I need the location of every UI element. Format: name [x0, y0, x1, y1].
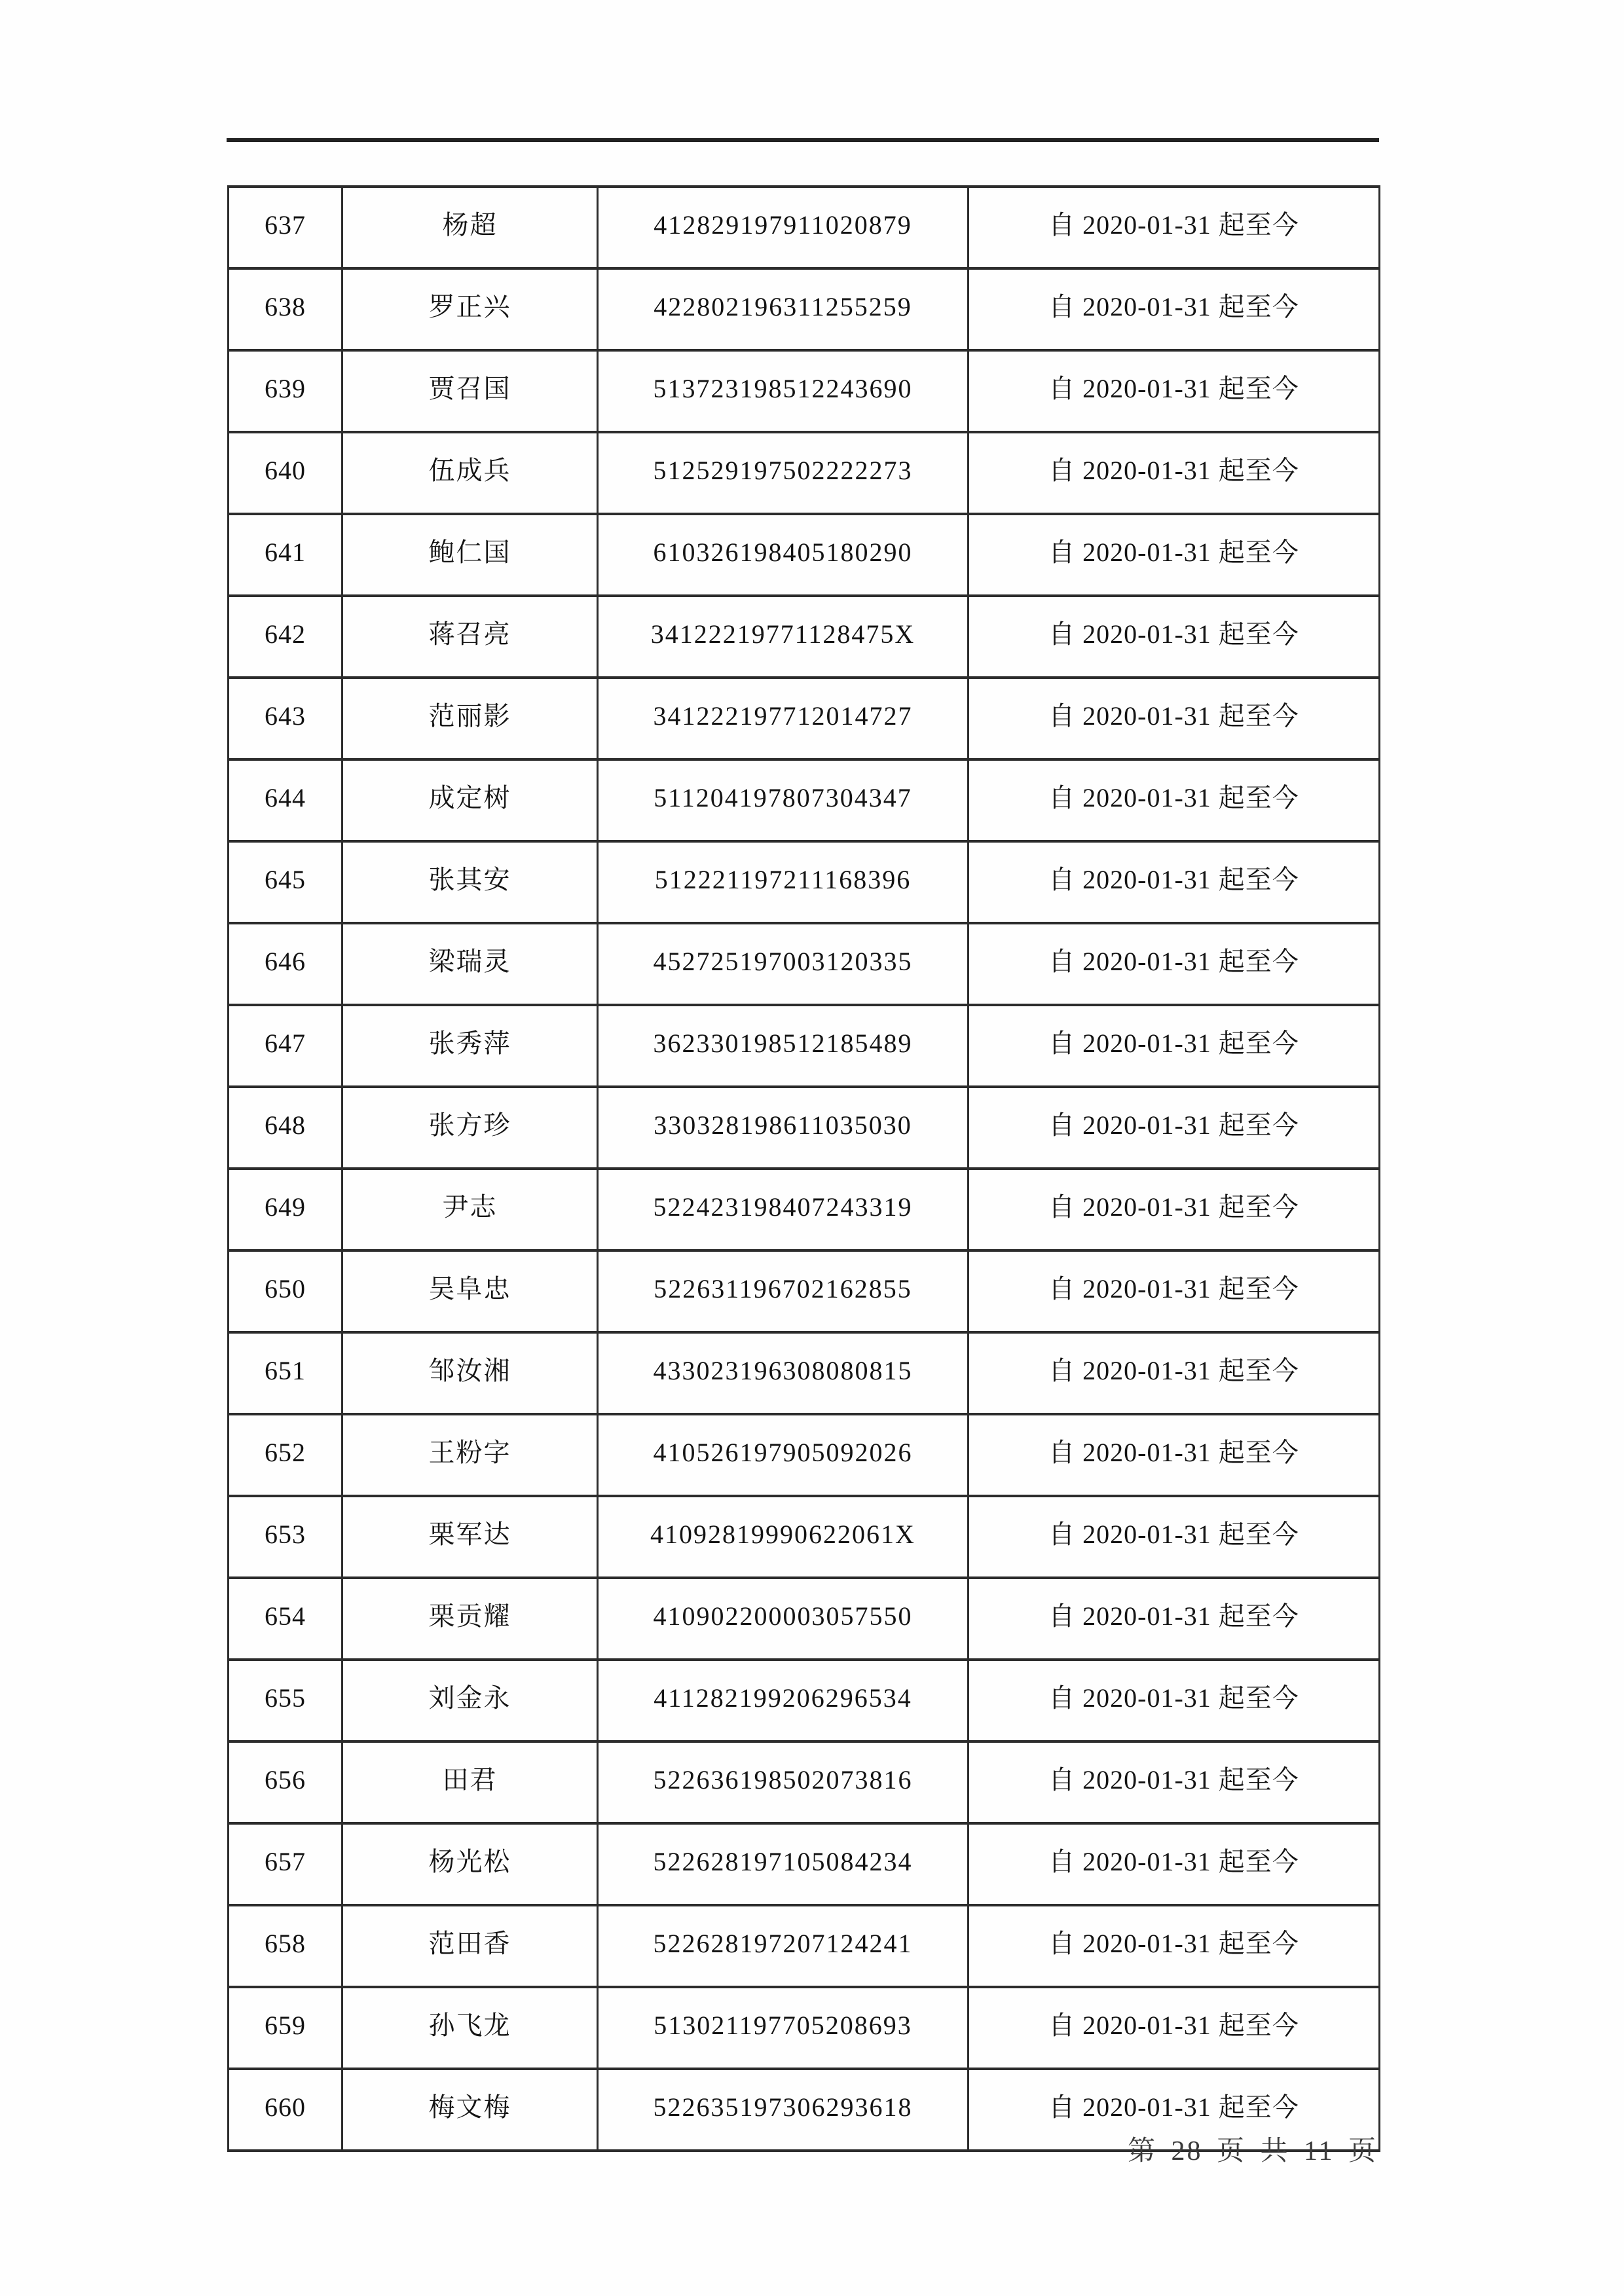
cell-no: 657: [229, 1823, 342, 1905]
table-row: [229, 841, 1380, 923]
cell-period: 自 2020-01-31 起至今: [969, 759, 1380, 841]
table-row: [229, 1414, 1380, 1496]
cell-id: 34122219771128475X: [598, 596, 969, 678]
cell-name: 王粉字: [342, 1414, 598, 1496]
cell-name: 伍成兵: [342, 432, 598, 514]
cell-id: 412829197911020879: [598, 187, 969, 268]
cell-period: 自 2020-01-31 起至今: [969, 187, 1380, 268]
cell-no: 647: [229, 1005, 342, 1087]
cell-no: 654: [229, 1578, 342, 1660]
cell-no: 650: [229, 1250, 342, 1332]
cell-no: 653: [229, 1496, 342, 1578]
cell-name: 范田香: [342, 1905, 598, 1987]
cell-period: 自 2020-01-31 起至今: [969, 1414, 1380, 1496]
cell-name: 罗正兴: [342, 268, 598, 350]
cell-name: 邹汝湘: [342, 1332, 598, 1414]
cell-no: 644: [229, 759, 342, 841]
cell-period: 自 2020-01-31 起至今: [969, 1823, 1380, 1905]
cell-period: 自 2020-01-31 起至今: [969, 596, 1380, 678]
cell-id: 410526197905092026: [598, 1414, 969, 1496]
cell-no: 643: [229, 678, 342, 759]
cell-id: 41092819990622061X: [598, 1496, 969, 1578]
table-row: [229, 432, 1380, 514]
cell-id: 610326198405180290: [598, 514, 969, 596]
roster-table: [227, 185, 1380, 2152]
cell-period: 自 2020-01-31 起至今: [969, 678, 1380, 759]
cell-id: 512221197211168396: [598, 841, 969, 923]
roster-table-body: [229, 187, 1380, 2151]
table-row: [229, 1332, 1380, 1414]
cell-period: 自 2020-01-31 起至今: [969, 350, 1380, 432]
cell-period: 自 2020-01-31 起至今: [969, 841, 1380, 923]
cell-name: 蒋召亮: [342, 596, 598, 678]
cell-period: 自 2020-01-31 起至今: [969, 1250, 1380, 1332]
table-row: [229, 1905, 1380, 1987]
cell-name: 孙飞龙: [342, 1987, 598, 2069]
page-footer: [1128, 2129, 1378, 2168]
cell-period: 自 2020-01-31 起至今: [969, 1169, 1380, 1250]
cell-no: 638: [229, 268, 342, 350]
cell-name: 梁瑞灵: [342, 923, 598, 1005]
cell-id: 362330198512185489: [598, 1005, 969, 1087]
cell-id: 512529197502222273: [598, 432, 969, 514]
table-row: [229, 1250, 1380, 1332]
cell-id: 433023196308080815: [598, 1332, 969, 1414]
cell-period: 自 2020-01-31 起至今: [969, 1087, 1380, 1169]
table-row: [229, 1169, 1380, 1250]
cell-period: 自 2020-01-31 起至今: [969, 268, 1380, 350]
cell-no: 652: [229, 1414, 342, 1496]
cell-no: 639: [229, 350, 342, 432]
cell-no: 651: [229, 1332, 342, 1414]
cell-no: 637: [229, 187, 342, 268]
cell-no: 640: [229, 432, 342, 514]
cell-id: 522628197105084234: [598, 1823, 969, 1905]
cell-no: 660: [229, 2069, 342, 2151]
cell-id: 411282199206296534: [598, 1660, 969, 1741]
cell-period: 自 2020-01-31 起至今: [969, 1660, 1380, 1741]
page-number-text: 第 28 页 共 11 页: [1128, 2136, 1378, 2166]
cell-period: 自 2020-01-31 起至今: [969, 1496, 1380, 1578]
cell-name: 张秀萍: [342, 1005, 598, 1087]
table-row: [229, 1741, 1380, 1823]
cell-period: 自 2020-01-31 起至今: [969, 923, 1380, 1005]
cell-no: 658: [229, 1905, 342, 1987]
cell-no: 642: [229, 596, 342, 678]
table-row: [229, 1087, 1380, 1169]
cell-period: 自 2020-01-31 起至今: [969, 432, 1380, 514]
cell-id: 452725197003120335: [598, 923, 969, 1005]
cell-period: 自 2020-01-31 起至今: [969, 2069, 1380, 2151]
cell-no: 645: [229, 841, 342, 923]
cell-name: 成定树: [342, 759, 598, 841]
table-row: [229, 759, 1380, 841]
cell-name: 杨超: [342, 187, 598, 268]
cell-no: 659: [229, 1987, 342, 2069]
cell-id: 522423198407243319: [598, 1169, 969, 1250]
cell-id: 513021197705208693: [598, 1987, 969, 2069]
cell-id: 330328198611035030: [598, 1087, 969, 1169]
cell-period: 自 2020-01-31 起至今: [969, 1005, 1380, 1087]
cell-id: 422802196311255259: [598, 268, 969, 350]
table-row: [229, 268, 1380, 350]
cell-period: 自 2020-01-31 起至今: [969, 1987, 1380, 2069]
table-row: [229, 678, 1380, 759]
table-row: [229, 596, 1380, 678]
cell-name: 张其安: [342, 841, 598, 923]
cell-name: 鲍仁国: [342, 514, 598, 596]
table-row: [229, 1987, 1380, 2069]
cell-period: 自 2020-01-31 起至今: [969, 514, 1380, 596]
cell-name: 刘金永: [342, 1660, 598, 1741]
cell-id: 522635197306293618: [598, 2069, 969, 2151]
cell-id: 522628197207124241: [598, 1905, 969, 1987]
cell-name: 杨光松: [342, 1823, 598, 1905]
cell-name: 田君: [342, 1741, 598, 1823]
cell-name: 范丽影: [342, 678, 598, 759]
cell-id: 513723198512243690: [598, 350, 969, 432]
cell-period: 自 2020-01-31 起至今: [969, 1905, 1380, 1987]
cell-period: 自 2020-01-31 起至今: [969, 1578, 1380, 1660]
cell-no: 646: [229, 923, 342, 1005]
cell-name: 吴阜忠: [342, 1250, 598, 1332]
cell-name: 贾召国: [342, 350, 598, 432]
cell-id: 522631196702162855: [598, 1250, 969, 1332]
header-rule: [227, 138, 1379, 142]
cell-name: 梅文梅: [342, 2069, 598, 2151]
cell-name: 栗贡耀: [342, 1578, 598, 1660]
cell-period: 自 2020-01-31 起至今: [969, 1741, 1380, 1823]
cell-no: 648: [229, 1087, 342, 1169]
cell-name: 栗军达: [342, 1496, 598, 1578]
table-row: [229, 350, 1380, 432]
table-row: [229, 1823, 1380, 1905]
cell-no: 656: [229, 1741, 342, 1823]
cell-no: 641: [229, 514, 342, 596]
table-row: [229, 1496, 1380, 1578]
cell-name: 张方珍: [342, 1087, 598, 1169]
table-row: [229, 1660, 1380, 1741]
cell-no: 649: [229, 1169, 342, 1250]
table-row: [229, 187, 1380, 268]
table-row: [229, 923, 1380, 1005]
cell-name: 尹志: [342, 1169, 598, 1250]
cell-id: 511204197807304347: [598, 759, 969, 841]
cell-no: 655: [229, 1660, 342, 1741]
table-row: [229, 1005, 1380, 1087]
cell-period: 自 2020-01-31 起至今: [969, 1332, 1380, 1414]
cell-id: 410902200003057550: [598, 1578, 969, 1660]
cell-id: 522636198502073816: [598, 1741, 969, 1823]
cell-id: 341222197712014727: [598, 678, 969, 759]
table-row: [229, 514, 1380, 596]
table-row: [229, 1578, 1380, 1660]
